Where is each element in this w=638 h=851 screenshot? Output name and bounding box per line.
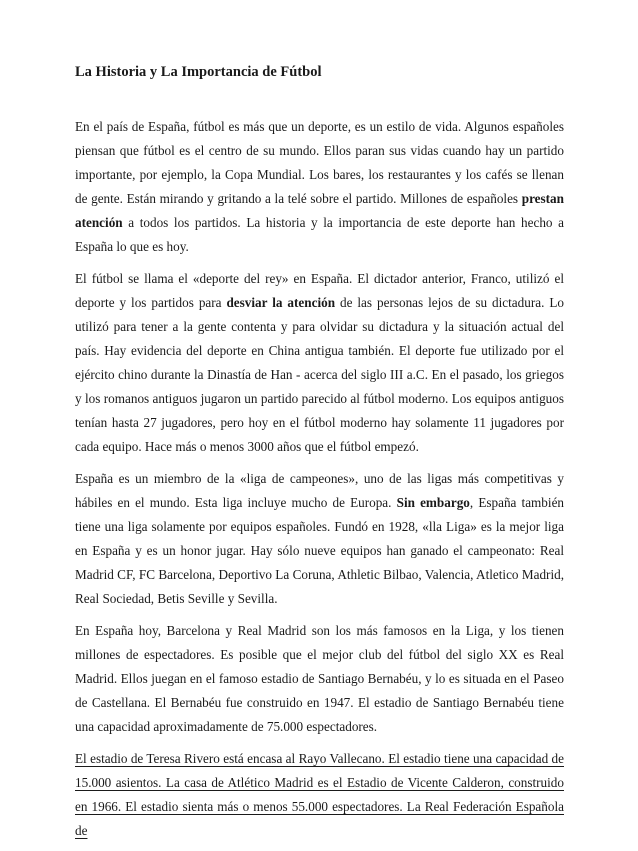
document-page — [75, 62, 564, 851]
paragraph-text: En el país de España, fútbol es más que un deporte, es un estilo de vida. Algunos españoles piensan que fútbol es el centro de su mundo. Ellos paran sus vidas cuando hay un partido importante, por ejemplo, la Copa Mundial. Los bares, los restaurantes y los cafés se llenan de gente. Están mirando y gritando a la telé sobre el partido. Millones de españoles — [75, 119, 564, 206]
bold-phrase: prestan atención — [75, 191, 564, 230]
paragraph-5 — [75, 747, 564, 843]
paragraph-text: España es un miembro de la «liga de campeones», uno de las ligas más competitivas y hábiles en el mundo. Esta liga incluye mucho de Europa. — [75, 471, 564, 510]
bold-phrase: desviar la atención — [226, 295, 336, 310]
paragraph-text: a todos los partidos. La historia y la importancia de este deporte han hecho a España lo que es hoy. — [75, 215, 564, 254]
paragraph-4 — [75, 619, 564, 739]
paragraph-text: En España hoy, Barcelona y Real Madrid son los más famosos en la Liga, y los tienen millones de espectadores. Es posible que el mejor club del fútbol del siglo XX es Real Madrid. Ellos juegan en el famoso estadio de Santiago Bernabéu, y lo es situada en el Paseo de Castellana. El Bernabéu fue construido en 1947. El estadio de Santiago Bernabéu tiene una capacidad aproximadamente de 75.000 espectadores. — [75, 623, 564, 734]
paragraph-1 — [75, 115, 564, 259]
paragraph-text: , España también tiene una liga solamente por equipos españoles. Fundó en 1928, «lla Liga» es la mejor liga en España y es un honor jugar. Hay sólo nueve equipos han ganado el campeonato: Real Madrid CF, FC Barcelona, Deportivo La Coruna, Athletic Bilbao, Valencia, Atletico Madrid, Real Sociedad, Betis Seville y Sevilla. — [75, 495, 565, 606]
paragraph-text: de las personas lejos de su dictadura. Lo utilizó para tener a la gente contenta y para olvidar su dictadura y la situación actual del país. Hay evidencia del deporte en China antigua también. El deporte fue utilizado por el ejército chino durante la Dinastía de Han - acerca del siglo III a.C. En el pasado, los griegos y los romanos antiguos jugaron un partido parecido al fútbol moderno. Los equipos antiguos tenían hasta 27 jugadores, pero hoy en el fútbol moderno hay solamente 11 jugadores por cada equipo. Hace más o menos 3000 años que el fútbol empezó. — [75, 295, 564, 454]
document-title: La Historia y La Importancia de Fútbol — [75, 64, 322, 80]
paragraph-2 — [75, 267, 564, 459]
paragraph-text: El fútbol se llama el «deporte del rey» en España. El dictador anterior, Franco, utilizó el deporte y los partidos para — [75, 271, 564, 310]
bold-phrase: Sin embargo — [396, 495, 470, 510]
paragraph-text: El estadio de Teresa Rivero está encasa al Rayo Vallecano. El estadio tiene una capacidad de 15.000 asientos. La casa de Atlético Madrid es el Estadio de Vicente Calderon, construido en 1966. El estadio sienta más o menos 55.000 espectadores. La Real Federación Española de — [75, 751, 564, 838]
paragraph-3 — [75, 467, 564, 611]
